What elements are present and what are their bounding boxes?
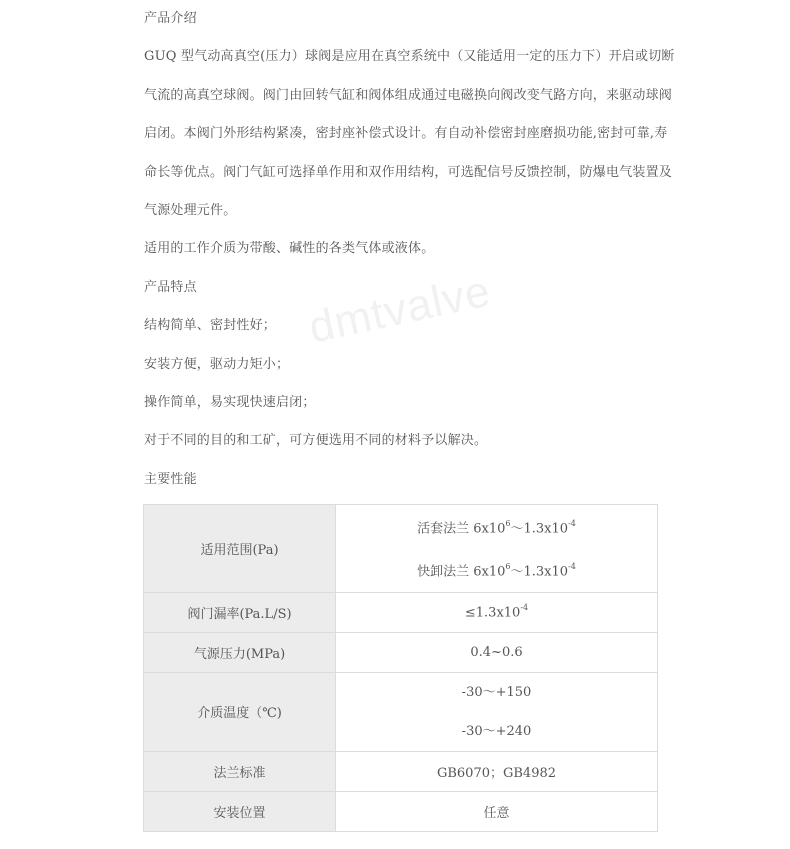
pressure-value: 0.4~0.6 <box>336 632 658 672</box>
table-row <box>144 632 658 672</box>
article-content <box>144 0 675 499</box>
performance-table <box>143 504 658 832</box>
intro-line: 气源处理元件。 <box>144 203 237 219</box>
media-text: 适用的工作介质为带酸、碱性的各类气体或液体。 <box>144 241 435 257</box>
table-row <box>144 672 658 751</box>
temp-label: 介质温度（℃) <box>144 672 336 751</box>
features-heading: 产品特点 <box>144 279 197 295</box>
intro-line: 气流的高真空球阀。阀门由回转气缸和阀体组成通过电磁换向阀改变气路方向，来驱动球阀 <box>144 87 673 103</box>
flange-value: GB6070；GB4982 <box>336 751 658 791</box>
feature-item: 对于不同的目的和工矿，可方便选用不同的材料予以解决。 <box>144 433 488 449</box>
watermark: dmtvalve <box>304 266 496 353</box>
leak-value: $\le 1.3x10^{-4}$ <box>336 592 658 632</box>
leak-label: 阀门漏率(Pa.L/S) <box>144 592 336 632</box>
intro-heading: 产品介绍 <box>144 11 197 26</box>
range-value-1: 活套法兰 $6x10^6\sim 1.3x10^{-4}$ <box>417 519 576 537</box>
feature-item: 操作简单，易实现快速启闭； <box>144 395 316 411</box>
intro-line: 命长等优点。阀门气缸可选择单作用和双作用结构，可选配信号反馈控制，防爆电气装置及 <box>144 164 673 180</box>
temp-value-1: -30～+150 <box>461 684 532 700</box>
temp-value-2: -30～+240 <box>461 723 532 739</box>
install-label: 安装位置 <box>144 791 336 831</box>
range-values <box>336 505 658 593</box>
feature-item: 结构简单、密封性好； <box>144 318 277 334</box>
temp-values <box>336 672 658 751</box>
flange-label: 法兰标准 <box>144 751 336 791</box>
install-value: 任意 <box>336 791 658 831</box>
range-value-2: 快卸法兰 $6x10^6\sim 1.3x10^{-4}$ <box>417 562 576 580</box>
table-row <box>144 751 658 791</box>
table-row <box>144 791 658 831</box>
pressure-label: 气源压力(MPa) <box>144 632 336 672</box>
feature-item: 安装方便，驱动力矩小； <box>144 356 290 372</box>
table-row <box>144 505 658 593</box>
performance-heading: 主要性能 <box>144 471 197 487</box>
intro-line: GUQ 型气动高真空(压力）球阀是应用在真空系统中（又能适用一定的压力下）开启或切断 <box>144 49 675 65</box>
range-label: 适用范围(Pa) <box>144 505 336 593</box>
table-row <box>144 592 658 632</box>
intro-line: 启闭。本阀门外形结构紧凑，密封座补偿式设计。有自动补偿密封座磨损功能,密封可靠,寿 <box>144 126 668 142</box>
